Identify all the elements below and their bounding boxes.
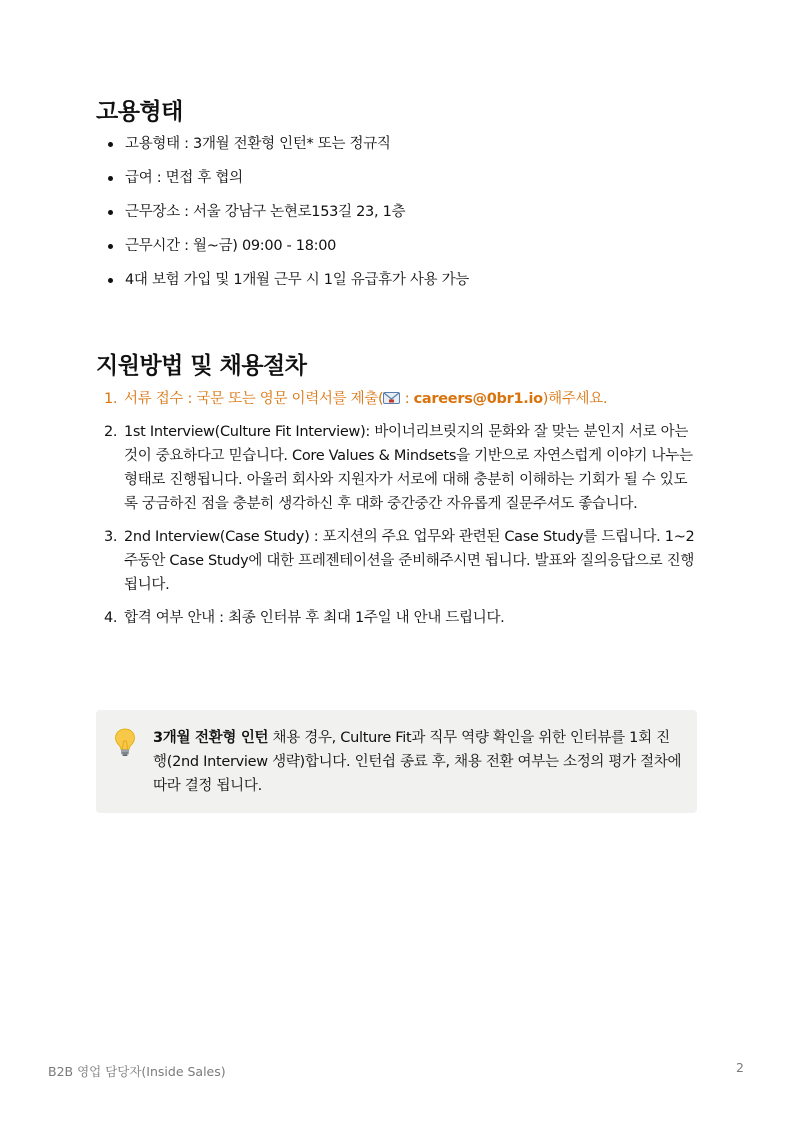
step-text: : — [400, 391, 414, 407]
callout-body-text: 채용 경우, Culture Fit과 직무 역량 확인을 위한 인터뷰를 1회 진행(2nd Interview 생략)합니다. 인턴쉽 종료 후, 채용 전환 여부는 소정의 평가 절차에 따라 결정 됩니다. — [153, 730, 682, 794]
process-steps-list — [96, 387, 696, 639]
step-text: 서류 접수 : 국문 또는 영문 이력서를 제출( — [124, 391, 384, 407]
list-item — [96, 606, 696, 630]
list-item — [96, 387, 696, 411]
step-number: 4. — [104, 610, 118, 626]
list-item: 급여 : 면접 후 협의 — [96, 168, 696, 202]
step-text: 2nd Interview(Case Study) : 포지션의 주요 업무와 관련된 Case Study를 드립니다. 1~2주동안 Case Study에 대한 프레젠테이션을 준비해주시면 됩니다. 발표와 질의응답으로 진행됩니다. — [124, 529, 695, 593]
callout-bold-text: 3개월 전환형 인턴 — [153, 730, 269, 746]
employment-list — [96, 134, 696, 304]
section-heading-process: 지원방법 및 채용절차 — [96, 353, 307, 379]
lightbulb-icon — [113, 727, 137, 757]
step-text: )해주세요. — [542, 391, 608, 407]
callout-box — [96, 710, 697, 813]
step-number: 2. — [104, 424, 118, 440]
footer-document-title: B2B 영업 담당자(Inside Sales) — [48, 1064, 226, 1079]
step-text: 1st Interview(Culture Fit Interview): 바이너리브릿지의 문화와 잘 맞는 분인지 서로 아는 것이 중요하다고 믿습니다. Core Values & Mindsets을 기반으로 자연스럽게 이야기 나누는 형태로 진행됩니다. 아울러 회사와 지원자가 서로에 대해 충분히 이해하는 기회가 될 수 있도록 궁금하진 점을 충분히 생각하신 후 대화 중간중간 자유롭게 질문주셔도 좋습니다. — [124, 424, 693, 512]
callout-text — [153, 726, 683, 798]
step-text: 합격 여부 안내 : 최종 인터뷰 후 최대 1주일 내 안내 드립니다. — [124, 610, 505, 626]
list-item — [96, 525, 696, 597]
section-heading-employment: 고용형태 — [96, 99, 183, 125]
step-number: 3. — [104, 529, 118, 545]
email-link[interactable]: careers@0br1.io — [413, 391, 543, 407]
step-number: 1. — [104, 391, 118, 407]
envelope-emoji-icon — [383, 391, 400, 407]
list-item: 고용형태 : 3개월 전환형 인턴* 또는 정규직 — [96, 134, 696, 168]
list-item: 근무장소 : 서울 강남구 논현로153길 23, 1층 — [96, 202, 696, 236]
list-item: 4대 보험 가입 및 1개월 근무 시 1일 유급휴가 사용 가능 — [96, 270, 696, 304]
list-item: 근무시간 : 월~금) 09:00 - 18:00 — [96, 236, 696, 270]
footer-page-number: 2 — [736, 1060, 744, 1075]
list-item — [96, 420, 696, 516]
